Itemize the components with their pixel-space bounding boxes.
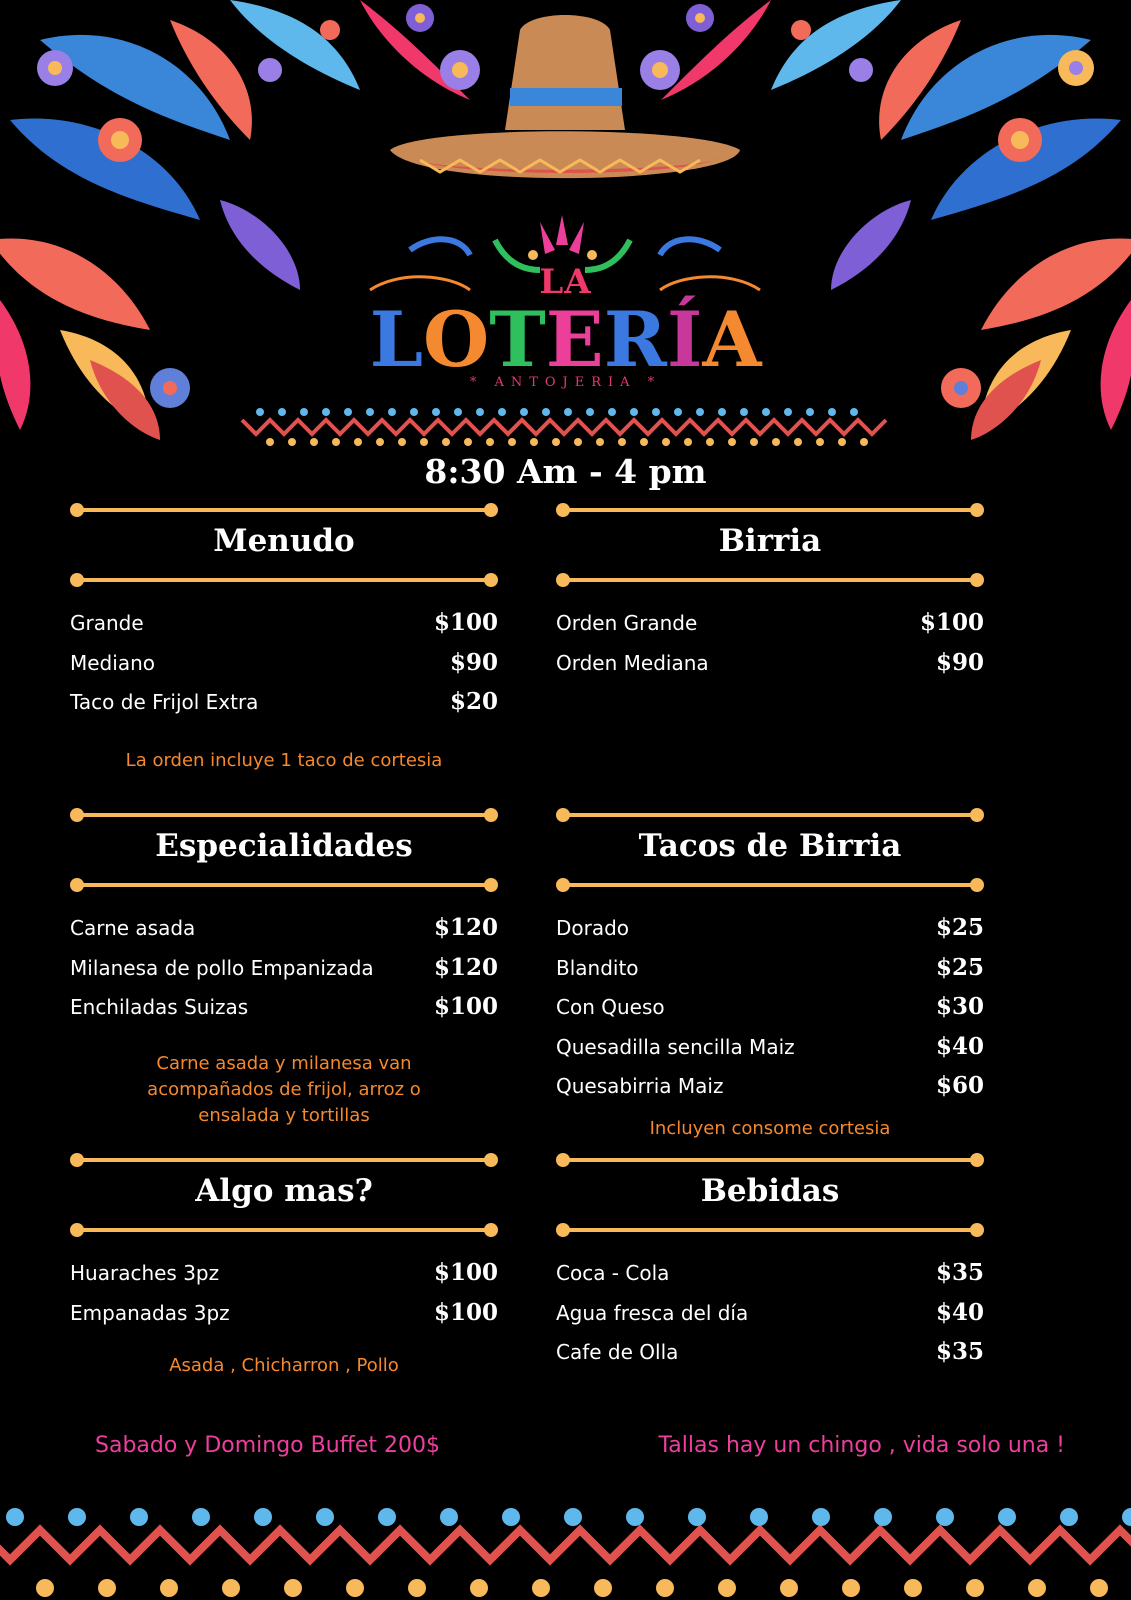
- item-name: Quesabirria Maiz: [556, 1074, 724, 1098]
- menu-item: [70, 1298, 498, 1341]
- item-name: Milanesa de pollo Empanizada: [70, 955, 374, 980]
- item-price: $25: [935, 953, 984, 981]
- item-price: $120: [433, 914, 498, 941]
- section-rule: [70, 573, 498, 587]
- item-price: $100: [433, 1259, 498, 1286]
- logo-letter: T: [489, 295, 546, 384]
- item-name: Empanadas 3pz: [70, 1300, 230, 1325]
- item-price: $100: [919, 609, 984, 636]
- item-price: $100: [433, 1298, 498, 1326]
- menu-item: [556, 1340, 984, 1380]
- section-note: Carne asada y milanesa van acompañados de frijol, arroz o ensalada y tortillas: [147, 1053, 421, 1126]
- section-rule: [556, 573, 984, 587]
- menu-item: [556, 916, 984, 956]
- section-rule: [556, 1223, 984, 1237]
- item-name: Orden Grande: [556, 611, 698, 635]
- menu-item: [70, 690, 498, 730]
- item-name: Carne asada: [70, 916, 196, 940]
- menu-item: [70, 1261, 498, 1301]
- section-title: Bebidas: [700, 1173, 840, 1209]
- menu-item: [70, 648, 498, 691]
- logo-letter: O: [423, 295, 490, 384]
- logo-letter: R: [603, 295, 667, 384]
- opening-hours: 8:30 Am - 4 pm: [424, 452, 707, 491]
- item-name: Quesadilla sencilla Maiz: [556, 1034, 795, 1059]
- menu-item: [70, 995, 498, 1035]
- menu-item: [70, 916, 498, 956]
- item-price: $35: [935, 1259, 984, 1286]
- item-price: $20: [449, 688, 498, 715]
- top-zigzag-border-icon: [242, 408, 886, 446]
- section-title: Menudo: [213, 523, 355, 559]
- logo-tagline: * ANTOJERIA *: [469, 375, 662, 390]
- item-name: Agua fresca del día: [556, 1300, 749, 1325]
- item-price: $100: [433, 609, 498, 636]
- section-rule: [70, 878, 498, 892]
- section-rule: [70, 1153, 498, 1167]
- section-rule: [556, 878, 984, 892]
- item-price: $35: [935, 1338, 984, 1365]
- item-name: Orden Mediana: [556, 650, 709, 675]
- menu-item: [556, 1298, 984, 1341]
- menu-item: [556, 648, 984, 691]
- menu-item: [556, 1032, 984, 1075]
- slogan-note: Tallas hay un chingo , vida solo una !: [658, 1433, 1065, 1458]
- item-price: $30: [935, 993, 984, 1020]
- section-title: Algo mas?: [195, 1173, 373, 1209]
- menu-item: [556, 1074, 984, 1114]
- item-name: Huaraches 3pz: [70, 1261, 220, 1285]
- section-rule: [556, 1153, 984, 1167]
- item-name: Con Queso: [556, 995, 665, 1019]
- logo-letter: Í: [666, 295, 703, 384]
- bottom-zigzag-border-icon: [0, 1508, 1131, 1597]
- item-name: Cafe de Olla: [556, 1340, 679, 1364]
- item-price: $90: [449, 648, 498, 676]
- item-name: Blandito: [556, 955, 639, 980]
- item-name: Dorado: [556, 916, 630, 940]
- section-rule: [556, 503, 984, 517]
- menu-item: [70, 953, 498, 996]
- item-price: $40: [935, 1032, 984, 1060]
- logo-letter: L: [369, 295, 424, 384]
- section-title: Birria: [718, 523, 822, 559]
- item-price: $100: [433, 993, 498, 1020]
- item-price: $25: [935, 914, 984, 941]
- section-note: La orden incluye 1 taco de cortesia: [125, 750, 443, 771]
- item-price: $120: [433, 953, 498, 981]
- section-rule: [70, 1223, 498, 1237]
- menu-item: [556, 611, 984, 651]
- item-price: $60: [935, 1072, 984, 1099]
- buffet-note: Sabado y Domingo Buffet 200$: [95, 1433, 440, 1458]
- section-rule: [70, 808, 498, 822]
- sombrero-icon: [390, 15, 740, 178]
- item-price: $40: [935, 1298, 984, 1326]
- menu-item: [70, 611, 498, 651]
- item-price: $90: [935, 648, 984, 676]
- section-rule: [70, 503, 498, 517]
- section-title: Especialidades: [155, 828, 413, 864]
- logo-prefix: LA: [539, 262, 592, 302]
- logo-letter: E: [545, 295, 604, 384]
- item-name: Grande: [70, 611, 144, 635]
- section-rule: [556, 808, 984, 822]
- item-name: Mediano: [70, 650, 155, 675]
- menu-item: [556, 1261, 984, 1301]
- section-title: Tacos de Birria: [638, 828, 902, 864]
- item-name: Enchiladas Suizas: [70, 995, 249, 1019]
- logo-letter: A: [702, 295, 762, 384]
- section-note: Asada , Chicharron , Pollo: [169, 1355, 399, 1376]
- item-name: Taco de Frijol Extra: [70, 690, 259, 714]
- section-note: Incluyen consome cortesia: [649, 1118, 891, 1139]
- menu-item: [556, 953, 984, 996]
- menu-item: [556, 995, 984, 1035]
- item-name: Coca - Cola: [556, 1261, 670, 1285]
